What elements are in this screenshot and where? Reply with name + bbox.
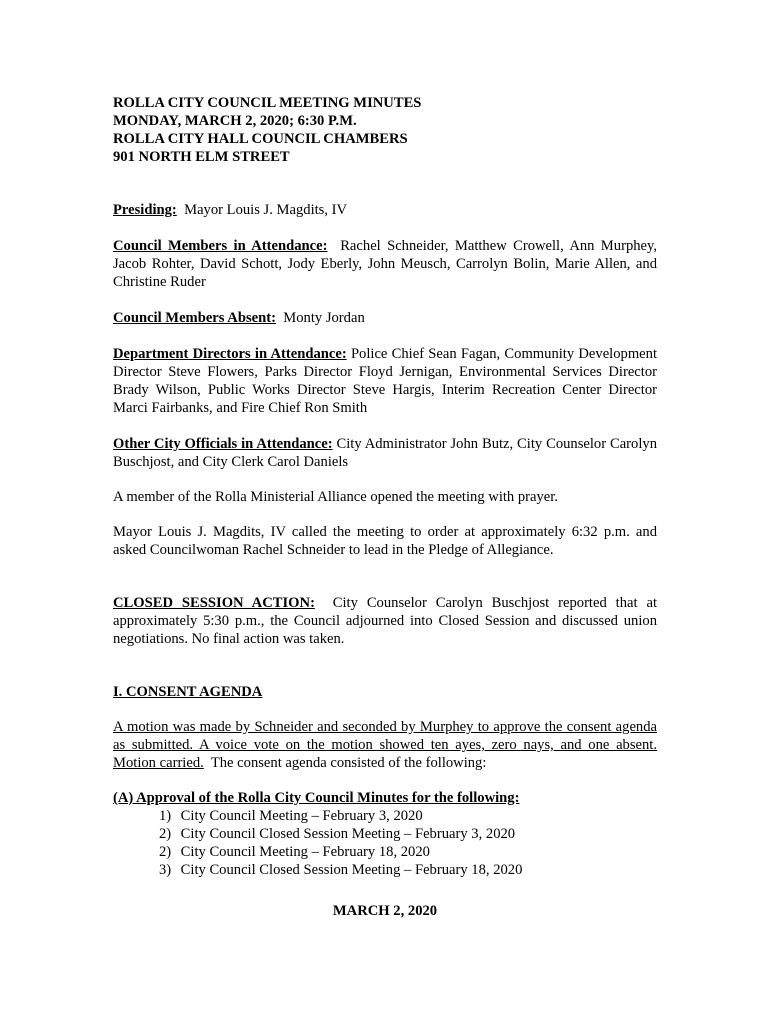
footer-date: MARCH 2, 2020 [332,903,438,919]
header-date: MONDAY, MARCH 2, 2020; 6:30 P.M. [113,113,357,129]
absent-paragraph [113,309,657,327]
header-location: ROLLA CITY HALL COUNCIL CHAMBERS [113,131,408,147]
presiding-paragraph [113,201,657,219]
consent-motion-underlined: A motion was made by Schneider and seconded by Murphey to approve the consent agenda as submitted. A voice vote on the motion showed ten ayes, zero nays, and one absent. Motion carried. [113,719,657,771]
consent-motion-paragraph [113,718,657,772]
closed-session-paragraph [113,594,657,648]
list-item-number: 2) [159,844,172,860]
consent-agenda-heading: I. CONSENT AGENDA [113,684,263,700]
closed-session-label: CLOSED SESSION ACTION: [113,595,315,611]
officials-text: City Administrator John Butz, City Counselor Carolyn Buschjost, and City Clerk Carol Daniels [113,436,657,470]
directors-label: Department Directors in Attendance: [113,346,347,362]
list-item [113,825,657,843]
list-item [113,843,657,861]
header-address: 901 NORTH ELM STREET [113,149,290,165]
presiding-label: Presiding: [113,202,177,218]
presiding-text: Mayor Louis J. Magdits, IV [184,202,348,218]
document-header [113,94,657,166]
officials-paragraph [113,435,657,471]
list-item-text: City Council Meeting – February 3, 2020 [180,808,423,824]
absent-label: Council Members Absent: [113,310,276,326]
list-item-text: City Council Meeting – February 18, 2020 [180,844,430,860]
minutes-list [113,807,657,879]
call-to-order-paragraph: Mayor Louis J. Magdits, IV called the meeting to order at approximately 6:32 p.m. and asked Councilwoman Rachel Schneider to lead in the Pledge of Allegiance. [113,524,657,558]
item-a-heading: (A) Approval of the Rolla City Council Minutes for the following: [113,790,520,806]
absent-text: Monty Jordan [283,310,365,326]
list-item-text: City Council Closed Session Meeting – February 18, 2020 [180,862,523,878]
list-item-number: 3) [159,862,172,878]
directors-text: Police Chief Sean Fagan, Community Development Director Steve Flowers, Parks Director Floyd Jernigan, Environmental Services Director Brady Wilson, Public Works Director Steve Hargis, Interim Recreation Center Director Marci Fairbanks, and Fire Chief Ron Smith [113,346,657,416]
officials-label: Other City Officials in Attendance: [113,436,333,452]
attendance-text: Rachel Schneider, Matthew Crowell, Ann Murphey, Jacob Rohter, David Schott, Jody Eberly, John Meusch, Carrolyn Bolin, Marie Allen, and Christine Ruder [113,238,658,290]
list-item-number: 1) [159,808,172,824]
closed-session-text: City Counselor Carolyn Buschjost reported that at approximately 5:30 p.m., the Council adjourned into Closed Session and discussed union negotiations. No final action was taken. [113,595,657,647]
list-item [113,807,657,825]
list-item-text: City Council Closed Session Meeting – February 3, 2020 [180,826,516,842]
prayer-paragraph: A member of the Rolla Ministerial Alliance opened the meeting with prayer. [113,489,558,505]
header-title: ROLLA CITY COUNCIL MEETING MINUTES [113,95,422,111]
list-item [113,861,657,879]
list-item-number: 2) [159,826,172,842]
attendance-label: Council Members in Attendance: [113,238,328,254]
directors-paragraph [113,345,657,417]
consent-motion-rest: The consent agenda consisted of the following: [210,755,487,771]
attendance-paragraph [113,237,657,291]
minutes-body [113,94,657,879]
